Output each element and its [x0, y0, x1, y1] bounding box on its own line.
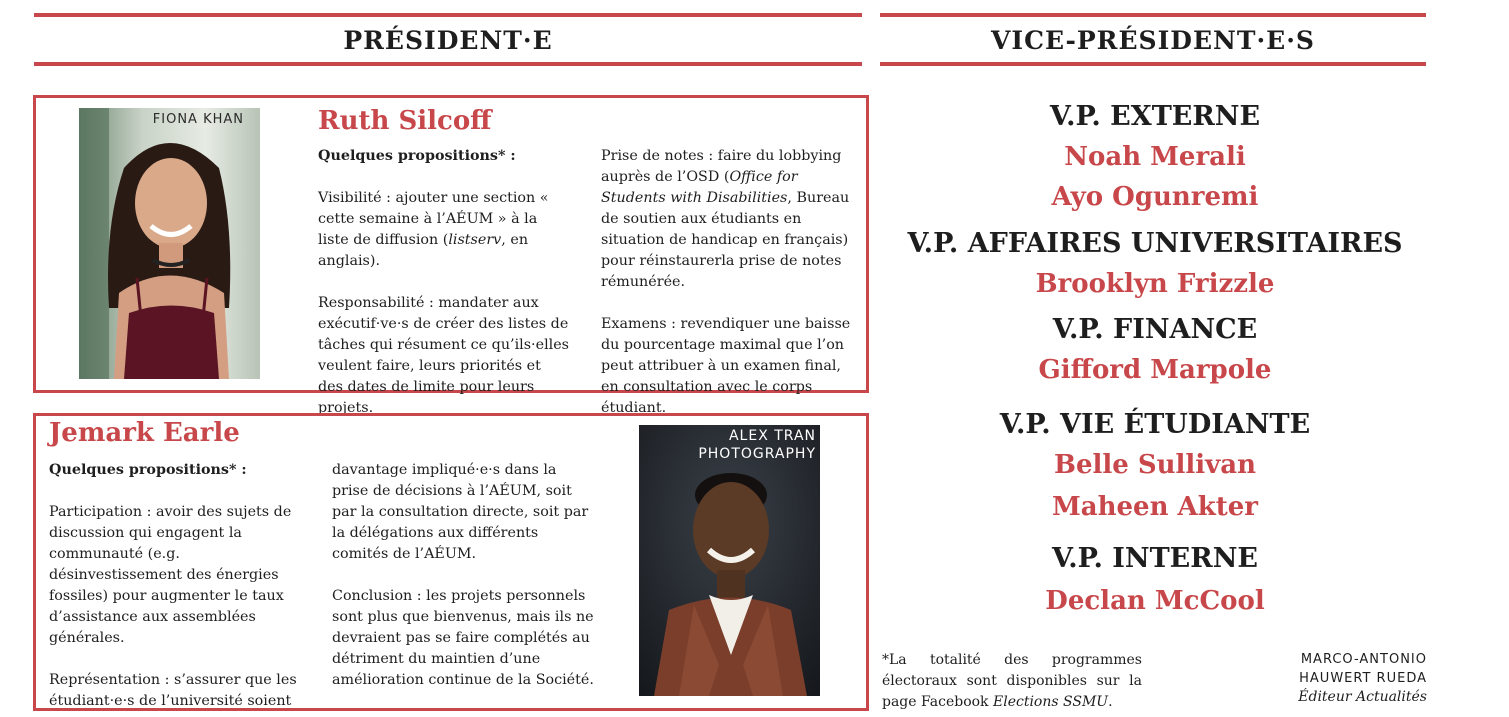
- author-name-line1: MARCO-ANTONIO: [1300, 652, 1427, 667]
- candidate-jemark-column-2: [332, 460, 594, 691]
- proposal-conclusion: Conclusion : les projets personnels sont plus que bienvenus, mais ils ne devraient pas se faire complétés au détriment du maintien d’une amélioration continue de la Société.: [332, 588, 594, 688]
- author-role: Éditeur Actualités: [1298, 689, 1427, 705]
- proposal-participation: Participation : avoir des sujets de discussion qui engagent la communauté (e.g. désinvestissement des énergies fossiles) pour augmenter le taux d’assistance aux assemblées générales.: [49, 504, 292, 646]
- vp-role-affaires-universitaires: V.P. AFFAIRES UNIVERSITAIRES: [907, 228, 1403, 259]
- candidate-name-ruth: Ruth Silcoff: [318, 106, 492, 136]
- photo-credit-alex: ALEX TRAN PHOTOGRAPHY: [698, 428, 816, 462]
- president-bottom-rule: [34, 62, 862, 66]
- vp-bottom-rule: [880, 62, 1426, 66]
- vp-role-externe: V.P. EXTERNE: [1049, 101, 1261, 132]
- proposal-responsibility: Responsabilité : mandater aux exécutif·ve·s de créer des listes de tâches qui résument ce qu’ils·elles veulent faire, leurs priorités et des dates de limite pour leurs projets.: [318, 295, 570, 416]
- vp-name-declan: Declan McCool: [1045, 586, 1265, 616]
- candidate-jemark-column-1: [49, 502, 311, 712]
- vp-role-finance: V.P. FINANCE: [1052, 314, 1258, 345]
- candidate-intro-jemark: Quelques propositions* :: [49, 462, 247, 478]
- vp-role-interne: V.P. INTERNE: [1052, 543, 1258, 574]
- proposal-representation-cont: davantage impliqué·e·s dans la prise de décisions à l’AÉUM, soit par la consultation directe, soit par la délégations aux différents comités de l’AÉUM.: [332, 462, 589, 562]
- vp-section-title: VICE-PRÉSIDENT·E·S: [991, 26, 1315, 55]
- proposal-visibility: Visibilité : ajouter une section « cette semaine à l’AÉUM » à la liste de diffusion (listserv, en anglais).: [318, 190, 549, 269]
- author-credit: [1298, 650, 1427, 707]
- photo-credit-fiona: FIONA KHAN: [152, 112, 244, 127]
- vp-role-vie-etudiante: V.P. VIE ÉTUDIANTE: [999, 409, 1311, 440]
- president-top-rule: [34, 13, 862, 17]
- vp-name-belle: Belle Sullivan: [1053, 450, 1257, 480]
- portrait-man-illustration: [639, 425, 820, 696]
- candidate-photo-ruth: [79, 108, 260, 379]
- vp-name-gifford: Gifford Marpole: [1038, 355, 1272, 385]
- president-section-title: PRÉSIDENT·E: [343, 26, 553, 55]
- footnote: *La totalité des programmes électoraux sont disponibles sur la page Facebook Elections SSMU.: [882, 652, 1142, 710]
- proposal-note-taking: Prise de notes : faire du lobbying auprès de l’OSD (Office for Students with Disabilities, Bureau de soutien aux étudiants en situation de handicap en français) pour réinstaurerla prise de notes rémunérée.: [601, 148, 850, 290]
- proposal-representation: Représentation : s’assurer que les étudiant·e·s de l’université soient: [49, 672, 297, 709]
- vp-name-noah: Noah Merali: [1064, 142, 1246, 172]
- author-name-line2: HAUWERT RUEDA: [1299, 671, 1427, 686]
- vp-name-ayo: Ayo Ogunremi: [1051, 182, 1259, 212]
- candidate-ruth-column-1: [318, 188, 570, 419]
- vp-name-maheen: Maheen Akter: [1051, 492, 1258, 522]
- vp-name-brooklyn: Brooklyn Frizzle: [1035, 269, 1275, 299]
- candidate-photo-jemark: [639, 425, 820, 696]
- portrait-woman-illustration: [79, 108, 260, 379]
- candidate-intro-ruth: Quelques propositions* :: [318, 148, 516, 164]
- candidate-ruth-column-2: [601, 146, 863, 419]
- candidate-name-jemark: Jemark Earle: [49, 418, 240, 448]
- proposal-exams: Examens : revendiquer une baisse du pourcentage maximal que l’on peut attribuer à un examen final, en consultation avec le corps étudiant.: [601, 316, 851, 416]
- vp-top-rule: [880, 13, 1426, 17]
